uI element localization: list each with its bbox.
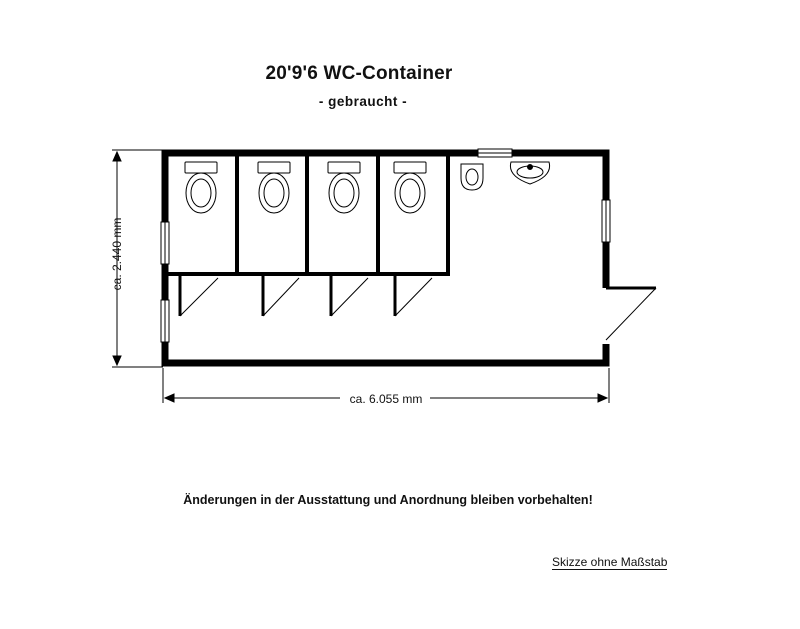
plan-subtitle: - gebraucht -: [318, 94, 408, 109]
width-dimension-label: ca. 6.055 mm: [349, 392, 423, 406]
toilet-icon: [328, 162, 360, 213]
outer-walls: [165, 153, 606, 363]
height-dimension-label: ca. 2.440 mm: [110, 217, 124, 291]
toilet-icon: [185, 162, 217, 213]
toilet-icon: [258, 162, 290, 213]
toilet-icon: [394, 162, 426, 213]
cabin-doors: [180, 276, 432, 316]
entrance-door: [602, 288, 656, 344]
sink-icon: [510, 162, 549, 184]
disclaimer-note: Änderungen in der Ausstattung und Anordnung bleiben vorbehalten!: [183, 493, 593, 507]
urinal-icon: [461, 164, 483, 190]
plan-title: 20'9'6 WC-Container: [265, 63, 453, 84]
scale-note: Skizze ohne Maßstab: [552, 555, 668, 569]
